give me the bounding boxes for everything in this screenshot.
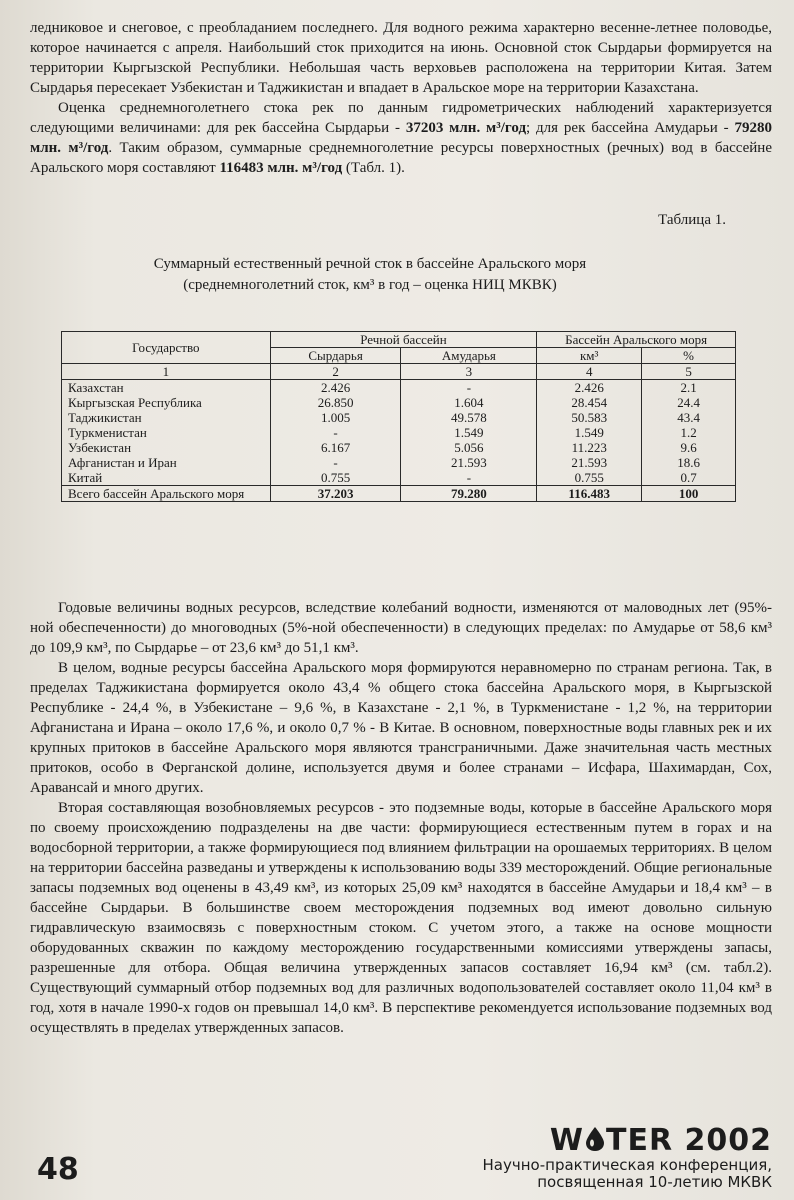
amudarya-column	[401, 380, 537, 486]
intro-text-g: (Табл. 1).	[342, 160, 405, 176]
amudarya-value: 1.604	[454, 395, 484, 410]
km3-value: 50.583	[571, 410, 608, 425]
water-2002-logo	[483, 1125, 772, 1191]
header-percent: %	[642, 348, 736, 364]
percent-value: 9.6	[680, 440, 697, 455]
percent-value: 18.6	[677, 455, 700, 470]
state-name: Кыргызская Республика	[68, 395, 202, 410]
total-amudarya: 79.280	[401, 486, 537, 502]
km3-value: 0.755	[574, 470, 604, 485]
km3-value: 28.454	[571, 395, 608, 410]
km3-value: 21.593	[571, 455, 608, 470]
column-number-row	[62, 364, 736, 380]
header-river-basin: Речной бассейн	[270, 332, 537, 348]
total-flow-value: 116483 млн. м³/год	[219, 160, 343, 176]
caption-line-2: (среднемноголетний сток, км³ в год – оценка НИЦ МКВК)	[183, 277, 557, 293]
syrdarya-flow-value: 37203 млн. м³/год	[405, 120, 527, 136]
amudarya-value: -	[466, 470, 472, 485]
total-row	[62, 486, 736, 502]
state-name: Узбекистан	[68, 440, 132, 455]
state-name: Афганистан и Иран	[68, 455, 177, 470]
logo-rest: TER 2002	[606, 1123, 772, 1158]
state-name: Казахстан	[68, 380, 124, 395]
column-number: 1	[62, 364, 271, 380]
percent-value: 2.1	[680, 380, 697, 395]
percent-value: 1.2	[680, 425, 697, 440]
state-name: Туркменистан	[68, 425, 147, 440]
total-percent: 100	[642, 486, 736, 502]
syrdarya-column	[270, 380, 401, 486]
header-syrdarya: Сырдарья	[270, 348, 401, 364]
column-number: 4	[537, 364, 642, 380]
river-flow-table	[61, 331, 736, 502]
caption-line-1: Суммарный естественный речной сток в бассейне Аральского моря	[153, 256, 587, 272]
body-section	[30, 598, 772, 1038]
table-label: Таблица 1.	[658, 212, 726, 228]
table-caption	[90, 254, 650, 296]
water-drop-icon	[584, 1126, 606, 1152]
header-state: Государство	[62, 332, 271, 364]
logo-title	[483, 1125, 772, 1157]
total-label: Всего бассейн Аральского моря	[62, 486, 271, 502]
column-number: 5	[642, 364, 736, 380]
syrdarya-value: 0.755	[320, 470, 351, 485]
state-name: Таджикистан	[68, 410, 142, 425]
amudarya-flow-value: 79280 млн. м³/год	[30, 120, 772, 156]
syrdarya-value: 6.167	[320, 440, 351, 455]
amudarya-value: 49.578	[451, 410, 487, 425]
column-number: 3	[401, 364, 537, 380]
intro-paragraph-1: ледниковое и снеговое, с преобладанием последнего. Для водного режима характерно весенне-летнее половодье, которое начинается с апреля. Наибольший сток приходится на июнь. Основной сток Сырдарьи формируется на территории Кыргызской Республики. Небольшая часть верховьев расположена на территории Китая. Затем Сырдарья пересекает Узбекистан и Таджикистан и впадает в Аральское море на территории Казахстана.	[30, 20, 772, 96]
syrdarya-value: 1.005	[320, 410, 351, 425]
state-column	[62, 380, 271, 486]
km3-value: 11.223	[571, 440, 607, 455]
percent-value: 24.4	[677, 395, 700, 410]
page-number: 48	[37, 1152, 79, 1187]
logo-w: W	[549, 1123, 584, 1158]
syrdarya-value: -	[333, 425, 338, 440]
km3-column	[537, 380, 642, 486]
total-syrdarya: 37.203	[270, 486, 401, 502]
header-amudarya: Амударья	[401, 348, 537, 364]
amudarya-value: -	[466, 380, 472, 395]
amudarya-value: 5.056	[454, 440, 484, 455]
intro-text-c: ; для рек бассейна Амударьи -	[526, 120, 735, 136]
conference-line-1: Научно-практическая конференция,	[482, 1156, 772, 1174]
percent-value: 0.7	[680, 470, 697, 485]
intro-text-e: . Таким образом, суммарные среднемноголетние ресурсы поверхностных (речных) вод в бассейне Аральского моря составляют	[30, 140, 772, 176]
intro-section	[30, 18, 772, 178]
state-name: Китай	[68, 470, 103, 485]
syrdarya-value: 26.850	[317, 395, 354, 410]
percent-value: 43.4	[677, 410, 700, 425]
amudarya-value: 1.549	[454, 425, 484, 440]
intro-paragraph-2	[30, 98, 772, 178]
body-paragraph-2: В целом, водные ресурсы бассейна Аральского моря формируются неравномерно по странам региона. Так, в пределах Таджикистана формируется около 43,4 % общего стока бассейна Аральского моря, в Кыргызской Республике - 24,4 %, в Узбекистане – 9,6 %, в Казахстане - 2,1 %, в Туркменистане - 1,2 %, на территории Афганистана и Ирана – около 17,6 %, и около 0,7 % - В Китае. В основном, поверхностные воды главных рек и их крупных притоков в бассейне Аральского моря являются трансграничными. Даже значительная часть местных притоков, особо в Ферганской долине, используется двумя и более странами – Исфара, Шахимардан, Сох, Аравансай и много других.	[30, 660, 772, 796]
syrdarya-value: -	[333, 455, 338, 470]
percent-column	[642, 380, 736, 486]
header-km3: км³	[537, 348, 642, 364]
km3-value: 2.426	[574, 380, 604, 395]
syrdarya-value: 2.426	[320, 380, 351, 395]
km3-value: 1.549	[574, 425, 604, 440]
column-number: 2	[270, 364, 401, 380]
conference-line-2: посвященная 10-летию МКВК	[537, 1173, 772, 1191]
body-paragraph-1: Годовые величины водных ресурсов, вследствие колебаний водности, изменяются от маловодных лет (95%-ной обеспеченности) до многоводных (5%-ной обеспеченности) в следующих пределах: по Амударье от 58,6 км³ до 109,9 км³, по Сырдарье – от 23,6 км³ до 51,1 км³.	[30, 600, 772, 656]
header-aral-basin: Бассейн Аральского моря	[537, 332, 736, 348]
amudarya-value: 21.593	[451, 455, 487, 470]
table-body	[62, 380, 736, 486]
intro-text-a: Оценка среднемноголетнего стока рек по данным гидрометрических наблюдений характеризуется следующими величинами: для рек бассейна Сырдарьи -	[30, 100, 772, 136]
total-km3: 116.483	[537, 486, 642, 502]
body-paragraph-3: Вторая составляющая возобновляемых ресурсов - это подземные воды, которые в бассейне Аральского моря по своему происхождению подразделены на две части: формирующиеся естественным путем в горах и на водосборной территории, а также формирующиеся под влиянием фильтрации на орошаемых территориях. В целом на территории бассейна разведаны и утверждены к использованию воды 339 месторождений. Общие региональные запасы подземных вод оценены в 43,49 км³, из которых 25,09 км³ находятся в бассейне Амударьи и 18,4 км³ – в бассейне Сырдарьи. В большинстве своем месторождения подземных вод имеют довольно сильную гидравлическую взаимосвязь с поверхностным стоком. С учетом этого, а также на основе мощности оборудованных скважин по каждому месторождению государственными комиссиями утверждены запасы, разрешенные для отбора. Общая величина утвержденных запасов составляет 16,94 км³ (см. табл.2). Существующий суммарный отбор подземных вод для различных водопользователей составляет около 11,04 км³ в год, хотя в начале 1990-х годов он превышал 14,0 км³. В перспективе рекомендуется использование подземных вод осуществлять в пределах утвержденных запасов.	[30, 800, 772, 1036]
